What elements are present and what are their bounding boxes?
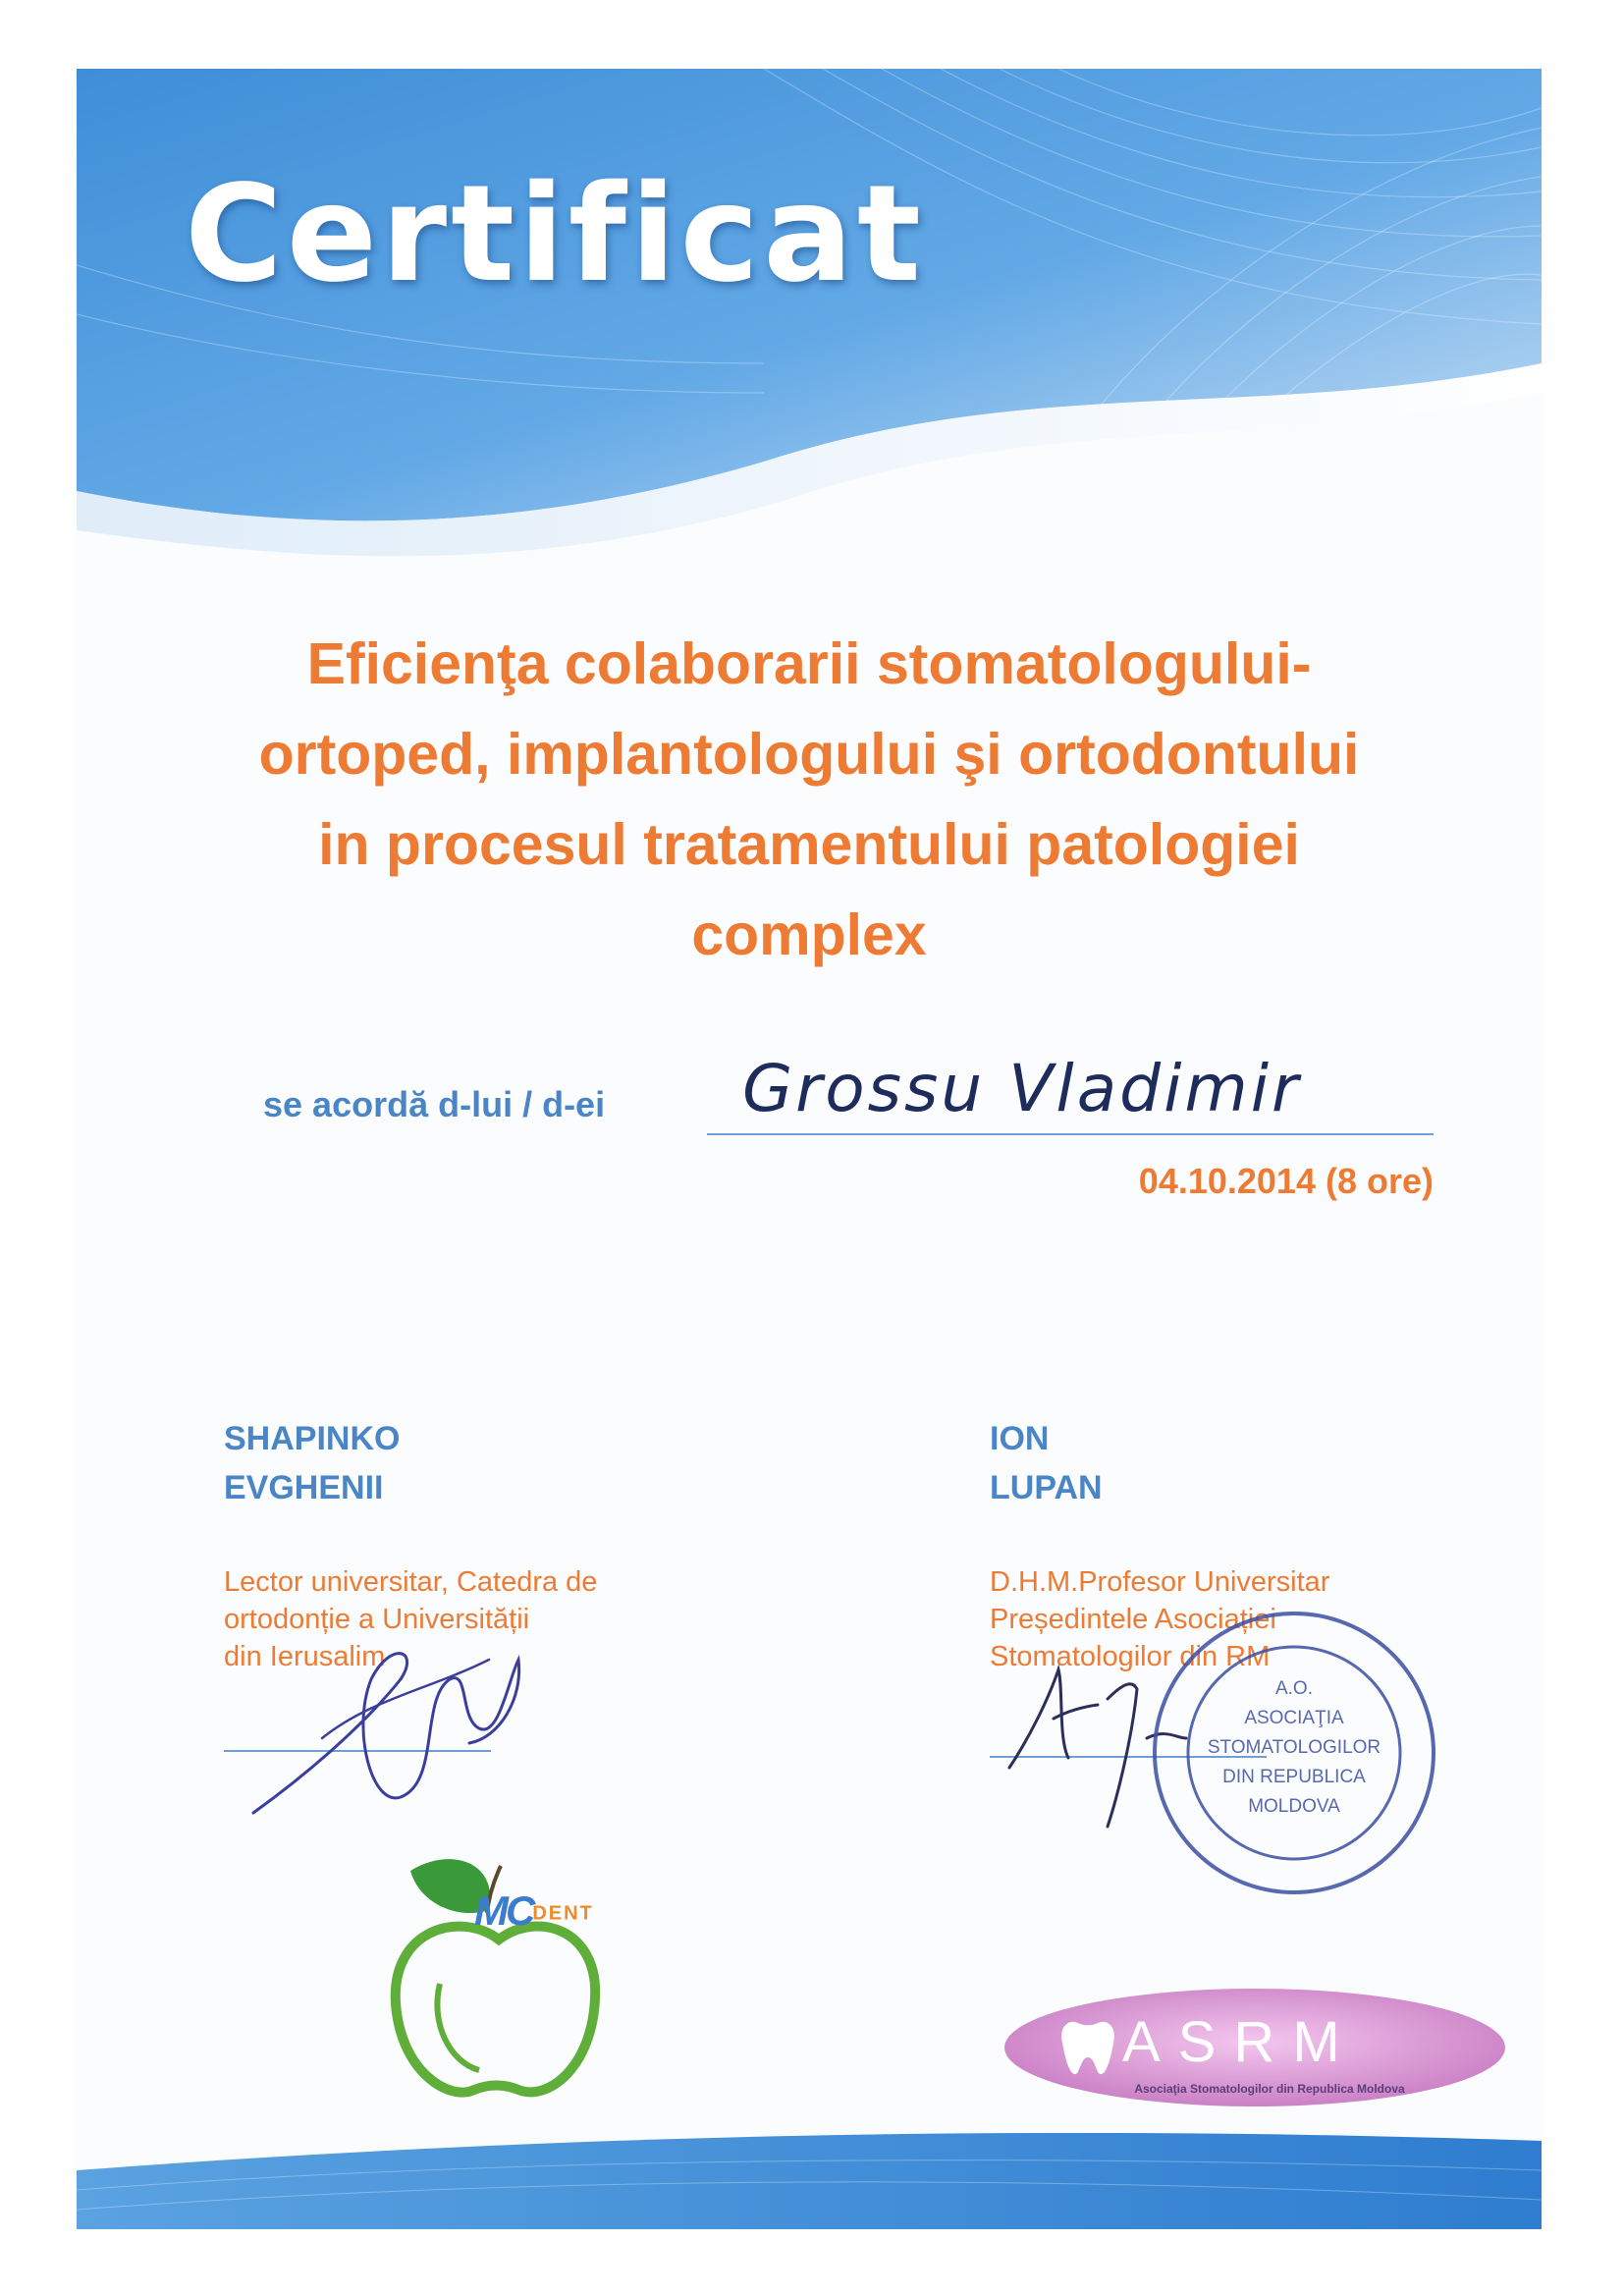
asrm-logo-letters: ASRM <box>1122 2010 1358 2074</box>
signer-left-line <box>224 1750 491 1752</box>
signature-right <box>1009 1669 1186 1827</box>
mcdent-logo-mc: MC <box>474 1887 533 1934</box>
certificate-title: Certificat <box>185 157 925 312</box>
course-title-line: in procesul tratamentului patologiei <box>318 812 1300 877</box>
stamp-line: A.O. <box>1274 1678 1314 1699</box>
signer-left-role-line: din Ierusalim <box>224 1641 386 1672</box>
stamp-line: DIN REPUBLICA <box>1222 1767 1366 1787</box>
stamp-line: MOLDOVA <box>1248 1796 1340 1817</box>
award-label: se acordă d-lui / d-ei <box>263 1084 606 1124</box>
signer-left-role <box>224 1563 597 1675</box>
signer-left-name-line2: EVGHENII <box>224 1469 384 1506</box>
signer-right-line <box>990 1756 1267 1758</box>
course-date: 04.10.2014 (8 ore) <box>1138 1161 1434 1201</box>
course-title-line: ortoped, implantologului şi ortodontului <box>258 722 1360 787</box>
footer-wave-band <box>77 2111 1542 2229</box>
header-wave-band <box>77 69 1542 619</box>
course-title-line: complex <box>691 902 927 967</box>
certificate-sheet <box>77 69 1542 2229</box>
signer-left-role-line: Lector universitar, Catedra de <box>224 1566 598 1598</box>
signer-right-name-line1: ION <box>990 1420 1050 1457</box>
mcdent-logo <box>474 1887 594 1935</box>
signer-left-role-line: ortodonție a Universității <box>224 1604 530 1635</box>
recipient-name: Grossu Vladimir <box>742 1051 1302 1126</box>
apple-logo-icon <box>342 1836 715 2131</box>
stamp-line: ASOCIAŢIA <box>1244 1708 1344 1728</box>
signer-left-name-line1: SHAPINKO <box>224 1420 401 1457</box>
course-title <box>135 619 1483 980</box>
signature-left <box>253 1654 519 1813</box>
signer-right-name <box>990 1414 1103 1512</box>
signer-left-name <box>224 1414 400 1512</box>
asrm-logo-subtitle: Asociaţia Stomatologilor din Republica Moldova <box>1134 2082 1405 2096</box>
signer-right-role <box>990 1563 1329 1675</box>
stamp-line: STOMATOLOGILOR <box>1207 1737 1381 1758</box>
signer-right-name-line2: LUPAN <box>990 1469 1103 1506</box>
recipient-underline <box>707 1133 1434 1135</box>
mcdent-logo-dent: DENT <box>532 1902 594 1925</box>
signer-right-role-line: Stomatologilor din RM <box>990 1641 1271 1672</box>
signer-right-role-line: D.H.M.Profesor Universitar <box>990 1566 1330 1598</box>
course-title-line: Eficienţa colaborarii stomatologului- <box>306 631 1312 696</box>
signer-right-role-line: Președintele Asociației <box>990 1604 1276 1635</box>
